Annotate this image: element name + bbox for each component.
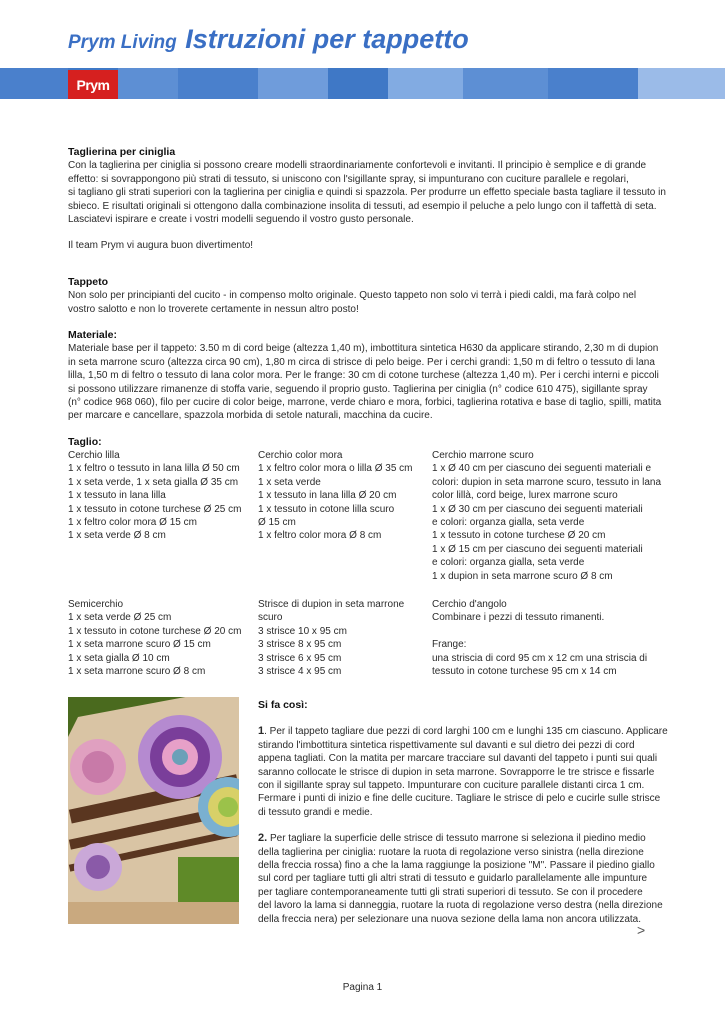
band-segment xyxy=(118,68,178,99)
text-line: 1 x seta verde xyxy=(258,476,321,488)
text-line: della freccia rossa) fino a che la lama raggiunge la posizione "M". Passare il piedino giallo xyxy=(258,860,655,872)
text-line: Combinare i pezzi di tessuto rimanenti. xyxy=(432,612,605,624)
band-segment xyxy=(328,68,388,99)
text-line: appena tagliati. Con la matita per marcare tracciare sul davanti del tappeto i punti sui quali xyxy=(258,753,658,765)
text-line: colori: dupion in seta marrone scuro, tessuto in lana xyxy=(432,476,662,488)
text-line: effetto: si sovrappongono più strati di tessuto, si uniscono con l'sigillante spray, si impunturano con cuciture parallele e regolari, xyxy=(68,173,629,185)
text-line: Non solo per principianti del cucito - in compenso molto originale. Questo tappeto non solo vi terrà i piedi caldi, ma farà colpo nel xyxy=(68,290,637,302)
text-line: lilla, 1,50 m di feltro o tessuto di lana color mora. Per le frange: 30 cm di cotone turchese (altezza 1,40 m). Per i cerchi interni e piccoli xyxy=(68,370,659,382)
text-line: Fermare i punti di inizio e fine delle cuciture. Tagliare le strisce di pelo e cucirle sulle strisce xyxy=(258,793,661,805)
text-line xyxy=(258,832,668,845)
text-line: 1 x tessuto in cotone lilla scuro xyxy=(258,503,395,515)
band-segment xyxy=(388,68,463,99)
page-number: Pagina 1 xyxy=(342,982,383,993)
text-line: si possono utilizzare rimanenze di stoffa varie, seguendo il proprio gusto. Taglierina per ciniglia (n° codice 610 475), sigillante spray xyxy=(68,383,648,395)
text-line: stirando l'imbottitura sintetica rispettivamente sul davanti e sul dietro dei pezzi di cord xyxy=(258,739,635,751)
text-line: vostro salotto e non lo troverete certamente in nessun altro posto! xyxy=(68,303,359,315)
text-line: si tagliano gli strati superiori con la taglierina per ciniglia e quindi si spazzola. Per produrre un effetto speciale basta tagliare il tessuto in xyxy=(68,187,666,199)
text-line: sbieco. E risultati originali si ottengono dalla combinazione insolita di tessuti, ad esempio il peluche a pelo lungo con il taffettà di seta. xyxy=(68,200,657,212)
text-line: Strisce di dupion in seta marrone xyxy=(258,599,405,610)
text-line: 1 x seta verde Ø 8 cm xyxy=(68,530,166,542)
taglio-col-strisce xyxy=(258,598,404,678)
text-line: una striscia di cord 95 cm x 12 cm una striscia di xyxy=(432,652,648,664)
taglio-heading-wrap xyxy=(68,436,102,449)
steps-heading: Si fa così: xyxy=(258,699,308,711)
text-line: Cerchio d'angolo xyxy=(432,599,507,610)
text-line: 1 x Ø 15 cm per ciascuno dei seguenti materiali xyxy=(432,543,643,555)
text-line: Cerchio lilla xyxy=(68,450,120,461)
materiale-section xyxy=(68,329,661,423)
step-2 xyxy=(258,832,668,926)
text-line: per tagliare contemporaneamente tutti gli strati superiori di tessuto. Se con il procedere xyxy=(258,886,643,898)
text-line: e colori: organza gialla, seta verde xyxy=(432,517,585,529)
rug-illustration xyxy=(68,697,239,924)
text-line: Lasciatevi ispirare e create i vostri modelli seguendo il vostro gusto personale. xyxy=(68,214,414,226)
materiale-heading: Materiale: xyxy=(68,329,118,341)
text-line: (n° codice 968 060), filo per cucire di color beige, marrone, verde chiaro e mora, forbici, taglierina rotativa e base di taglio, spilli, matita xyxy=(68,397,662,409)
text-line: in seta marrone scuro (altezza circa 90 cm), 1,80 m circa di strisce di pelo beige. Per i cerchi grandi: 1,50 m di feltro o tessuto di lana xyxy=(68,356,655,368)
text-line: 1 x tessuto in cotone turchese Ø 20 cm xyxy=(68,625,242,637)
text-line: 1 x Ø 30 cm per ciascuno dei seguenti materiali xyxy=(432,503,643,515)
text-line: di tessuto grandi e medie. xyxy=(258,806,373,818)
text-line: Frange: xyxy=(432,639,467,651)
band-segment xyxy=(463,68,548,99)
page-title xyxy=(68,24,469,55)
step-text: . Per il tappeto tagliare due pezzi di cord larghi 100 cm e lunghi 135 cm ciascuno. Applicare xyxy=(264,726,668,738)
text-line: 1 x tessuto in cotone turchese Ø 25 cm xyxy=(68,503,242,515)
text-line: color lillà, cord beige, lurex marrone scuro xyxy=(432,490,618,502)
text-line: Materiale base per il tappeto: 3.50 m di cord beige (altezza 1,40 m), imbottitura sintetica H630 da applicare stirando, 2,30 m di dupion xyxy=(68,343,659,355)
text-line: 1 x seta marrone scuro Ø 8 cm xyxy=(68,666,206,678)
text-line: 1 x seta verde, 1 x seta gialla Ø 35 cm xyxy=(68,476,239,488)
band-segment xyxy=(178,68,258,99)
text-line: della freccia nera) per selezionare una nuova sezione della lama non ancora utilizzata. xyxy=(258,913,642,925)
steps-section xyxy=(258,699,668,926)
taglio-col-cerchio-lilla xyxy=(68,449,241,543)
text-line: del lavoro la lama si danneggia, ruotare la ruota di regolazione verso destra (nella direzione xyxy=(258,900,663,912)
text-line: con il sigillante spray sul tappeto. Impunturare con cuciture parallele distanti circa 1 cm. xyxy=(258,780,645,792)
text-line: della taglierina per ciniglia: ruotare la ruota di regolazione verso sinistra (nella direzione xyxy=(258,846,644,858)
text-line: Cerchio marrone scuro xyxy=(432,450,534,461)
taglio-col-cerchio-angolo xyxy=(432,598,647,678)
text-line: 1 x tessuto in lana lilla xyxy=(68,490,166,502)
document-title: Istruzioni per tappetto xyxy=(185,24,469,54)
text-line: 1 x Ø 40 cm per ciascuno dei seguenti materiali e xyxy=(432,463,651,475)
materiale-body xyxy=(68,342,661,422)
step-text: Per tagliare la superficie delle strisce di tessuto marrone si seleziona il piedino medio xyxy=(267,833,646,845)
band-segment xyxy=(258,68,328,99)
tappeto-section xyxy=(68,276,636,316)
prym-logo: Prym xyxy=(68,70,118,99)
text-line: 1 x seta verde Ø 25 cm xyxy=(68,612,172,624)
text-line: e colori: organza gialla, seta verde xyxy=(432,557,585,569)
intro-section xyxy=(68,146,666,253)
taglio-col-cerchio-marrone xyxy=(432,449,661,583)
text-line xyxy=(258,725,668,738)
text-line: 3 strisce 4 x 95 cm xyxy=(258,666,342,678)
text-line: saranno collocate le strisce di dupion in seta marrone. Sovrapporre le tre strisce e fissarle xyxy=(258,766,655,778)
step-1 xyxy=(258,725,668,819)
intro-heading: Taglierina per ciniglia xyxy=(68,146,176,158)
text-line: tessuto in cotone turchese 95 cm x 14 cm xyxy=(432,666,617,678)
next-page-arrow-icon: > xyxy=(637,922,646,938)
brand-name: Prym Living xyxy=(68,32,177,53)
tappeto-body xyxy=(68,289,636,316)
text-line: Ø 15 cm xyxy=(258,517,296,529)
step-number: 2. xyxy=(258,832,268,845)
taglio-col-cerchio-mora xyxy=(258,449,413,543)
rug-photo xyxy=(68,697,239,924)
text-line: 1 x feltro o tessuto in lana lilla Ø 50 cm xyxy=(68,463,240,475)
taglio-col-semicerchio xyxy=(68,598,241,678)
band-segment xyxy=(548,68,638,99)
text-line: 1 x feltro color mora Ø 15 cm xyxy=(68,517,197,529)
text-line: per marcare e cancellare, spazzola morbida di setole naturali, macchina da cucire. xyxy=(68,410,433,422)
intro-closing: Il team Prym vi augura buon divertimento! xyxy=(68,240,254,252)
intro-body xyxy=(68,159,666,226)
text-line: 1 x feltro color mora o lilla Ø 35 cm xyxy=(258,463,413,475)
text-line: sul cord per tagliare tutti gli altri strati di tessuto e guidarlo parallelamente alle impunture xyxy=(258,873,648,885)
text-line: scuro xyxy=(258,612,283,624)
text-line: 3 strisce 8 x 95 cm xyxy=(258,639,342,651)
text-line: 1 x seta marrone scuro Ø 15 cm xyxy=(68,639,211,651)
taglio-heading: Taglio: xyxy=(68,436,102,448)
text-line: 1 x feltro color mora Ø 8 cm xyxy=(258,530,382,542)
text-line: Con la taglierina per ciniglia si possono creare modelli straordinariamente confortevoli e invitanti. Il principio è semplice e di grande xyxy=(68,160,647,172)
tappeto-heading: Tappeto xyxy=(68,276,109,288)
text-line: 1 x dupion in seta marrone scuro Ø 8 cm xyxy=(432,570,613,582)
band-segment xyxy=(0,68,68,99)
text-line: 1 x seta gialla Ø 10 cm xyxy=(68,652,170,664)
text-line xyxy=(432,625,647,638)
step-number: 1 xyxy=(258,725,265,738)
text-line: Semicerchio xyxy=(68,599,124,610)
band-segment xyxy=(638,68,725,99)
text-line: 3 strisce 10 x 95 cm xyxy=(258,625,347,637)
text-line: Cerchio color mora xyxy=(258,450,343,461)
text-line: 3 strisce 6 x 95 cm xyxy=(258,652,342,664)
text-line: 1 x tessuto in lana lilla Ø 20 cm xyxy=(258,490,397,502)
text-line: 1 x tessuto in cotone turchese Ø 20 cm xyxy=(432,530,606,542)
